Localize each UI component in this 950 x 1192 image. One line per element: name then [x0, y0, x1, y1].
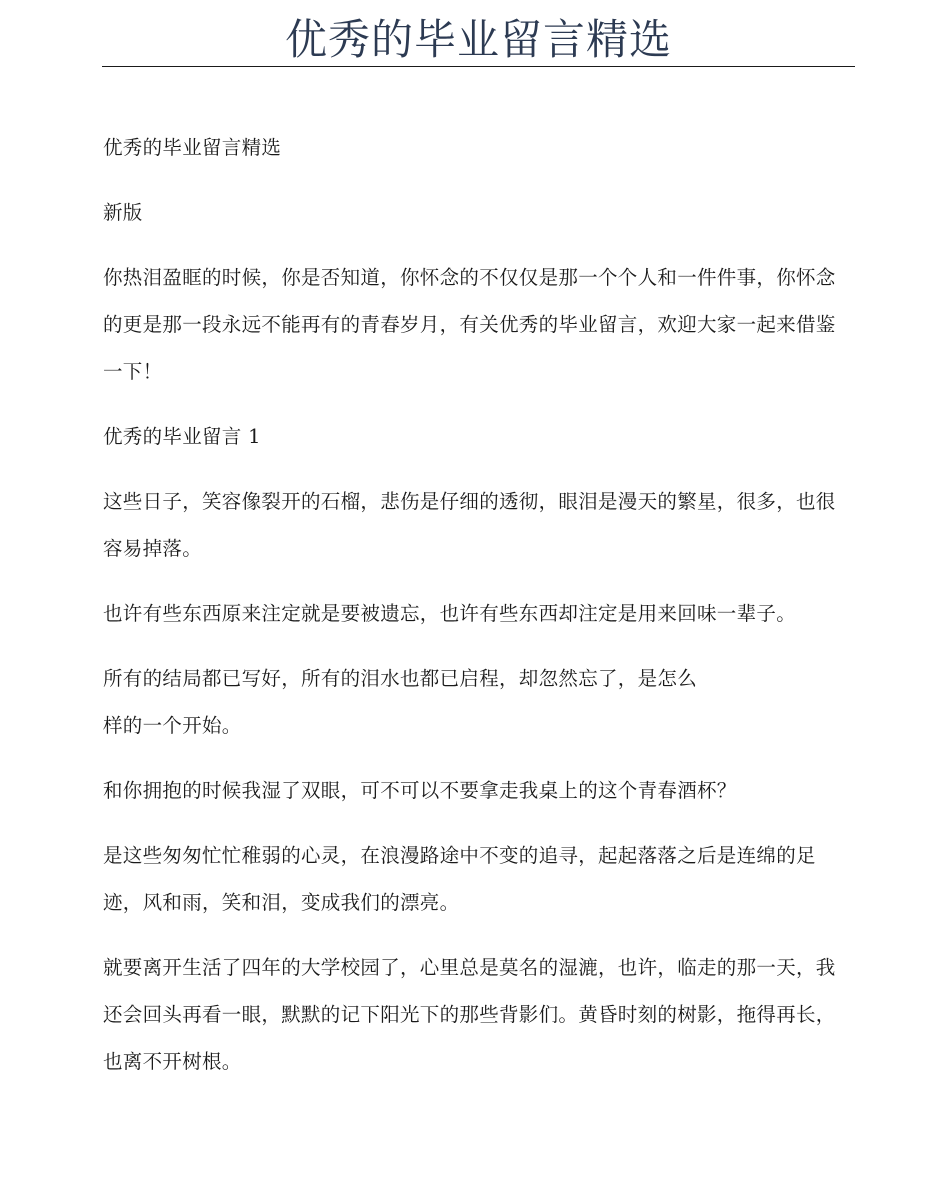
paragraph: 和你拥抱的时候我湿了双眼，可不可以不要拿走我桌上的这个青春酒杯？: [103, 779, 737, 802]
page-title: 优秀的毕业留言精选: [284, 15, 672, 64]
document-subtitle: 优秀的毕业留言精选: [103, 136, 282, 159]
intro-paragraph: 你热泪盈眶的时候，你是否知道，你怀念的不仅仅是那一个个人和一件件事，你怀念的更是那一段永远不能再有的青春岁月，有关优秀的毕业留言，欢迎大家一起来借鉴一下！: [103, 266, 836, 383]
edition-label: 新版: [103, 201, 143, 224]
page-header: [102, 14, 855, 67]
paragraph: 是这些匆匆忙忙稚弱的心灵，在浪漫路途中不变的追寻，起起落落之后是连绵的足迹，风和雨，笑和泪，变成我们的漂亮。: [103, 844, 816, 914]
paragraph: 也许有些东西原来注定就是要被遗忘，也许有些东西却注定是用来回味一辈子。: [103, 602, 797, 625]
paragraph: 就要离开生活了四年的大学校园了，心里总是莫名的湿漉，也许，临走的那一天，我还会回头再看一眼，默默的记下阳光下的那些背影们。黄昏时刻的树影，拖得再长，也离不开树根。: [103, 956, 836, 1073]
section-heading: 优秀的毕业留言 1: [103, 425, 261, 448]
paragraph: 样的一个开始。: [103, 714, 242, 737]
document-body: [103, 124, 855, 1103]
paragraph: 所有的结局都已写好，所有的泪水也都已启程，却忽然忘了，是怎么: [103, 667, 698, 690]
paragraph: 这些日子，笑容像裂开的石榴，悲伤是仔细的透彻，眼泪是漫天的繁星，很多，也很容易掉落。: [103, 490, 836, 560]
